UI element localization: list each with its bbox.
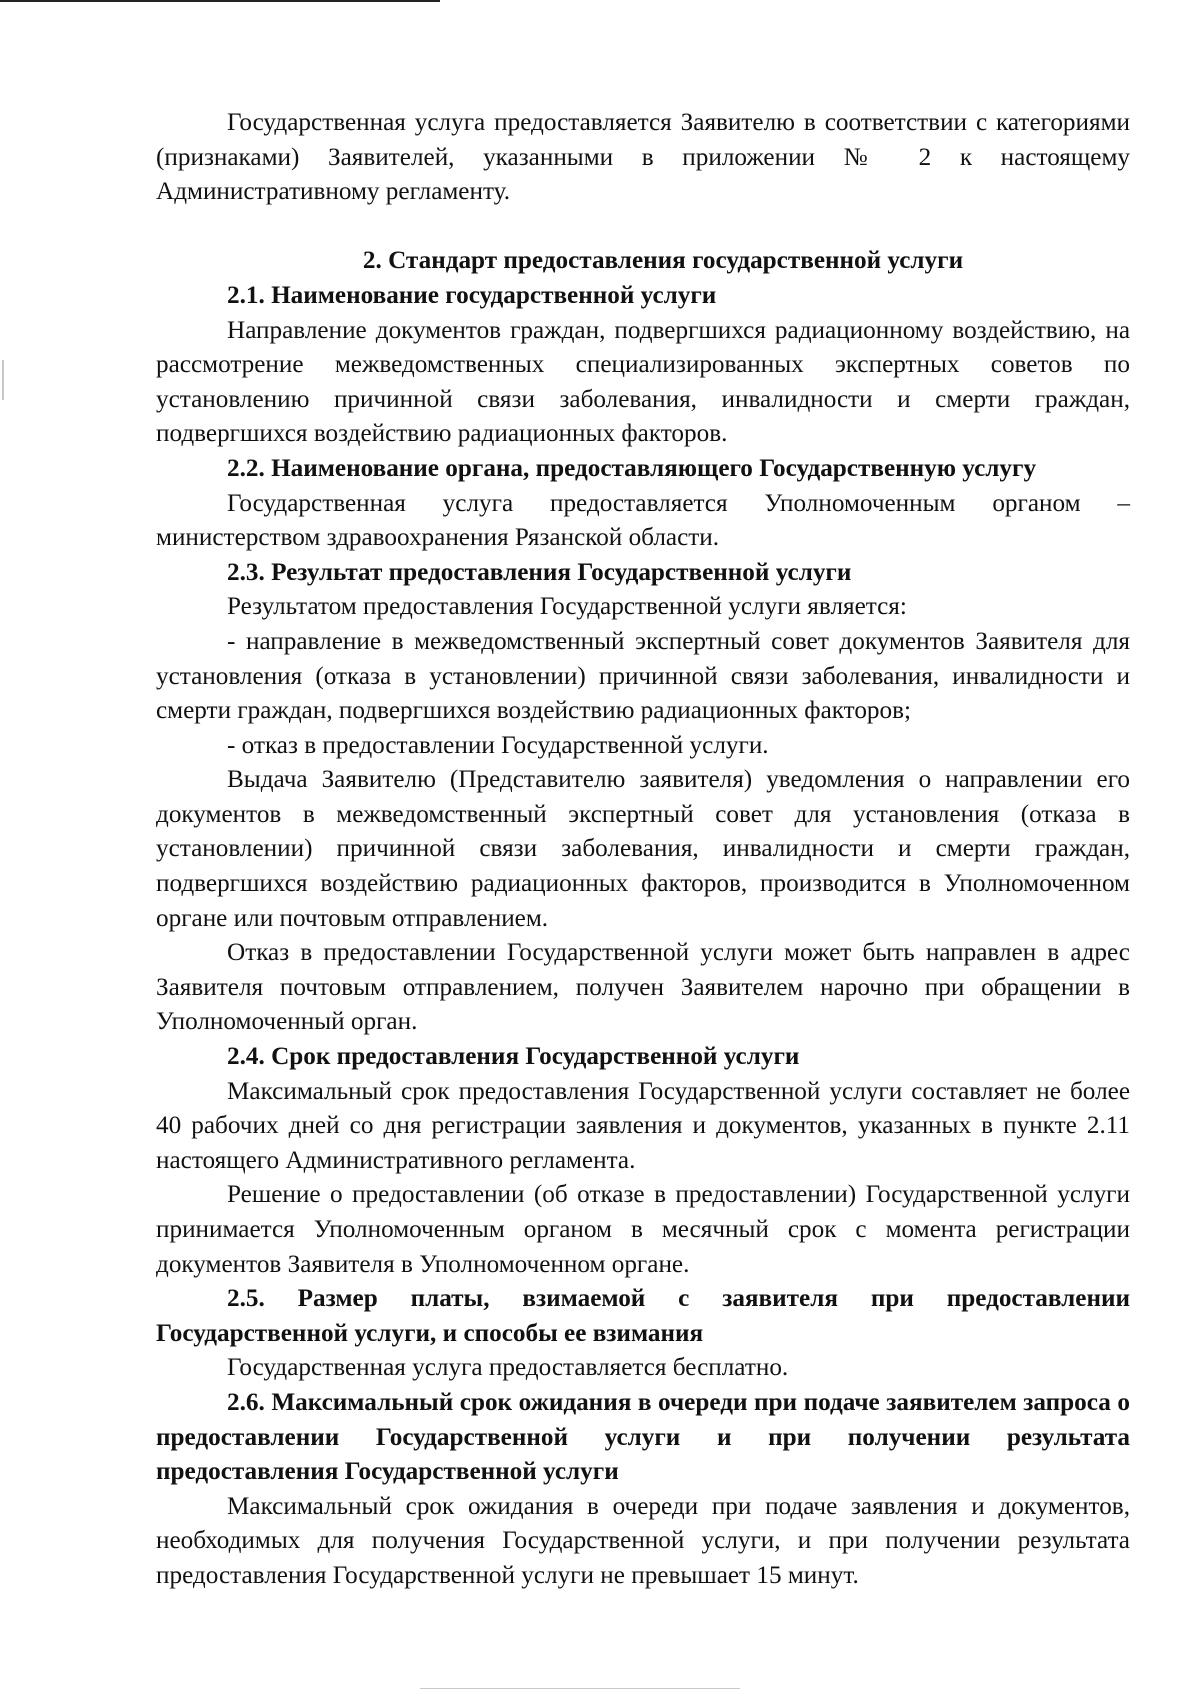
paragraph-2-3-intro: Результатом предоставления Государственной услуги является:: [227, 593, 907, 621]
scan-mark-left: [2, 360, 4, 400]
heading-2-1: 2.1. Наименование государственной услуги: [227, 281, 717, 309]
document-body: [156, 106, 1130, 1594]
heading-2-6: 2.6. Максимальный срок ожидания в очереди при подаче заявителем запроса о предоставлении Государственной услуги и при получении результата предоставления Государственной услуги: [156, 1388, 1130, 1486]
list-item-2-3-2: - отказ в предоставлении Государственной услуги.: [227, 731, 769, 759]
section-title: 2. Стандарт предоставления государственной услуги: [362, 247, 964, 275]
heading-2-2: 2.2. Наименование органа, предоставляющего Государственную услугу: [227, 454, 1037, 482]
intro-paragraph: Государственная услуга предоставляется Заявителю в соответствии с категориями (признаками) Заявителей, указанными в приложении № 2 к настоящему Административному регламенту.: [156, 109, 1130, 206]
paragraph-2-6: Максимальный срок ожидания в очереди при подаче заявления и документов, необходимых для получения Государственной услуги, и при получении результата предоставления Государственной услуги не превышает 15 минут.: [156, 1492, 1130, 1589]
paragraph-2-3-refusal: Отказ в предоставлении Государственной услуги может быть направлен в адрес Заявителя почтовым отправлением, получен Заявителем нарочно при обращении в Уполномоченный орган.: [156, 939, 1130, 1036]
paragraph-2-3-notice: Выдача Заявителю (Представителю заявителя) уведомления о направлении его документов в межведомственный экспертный совет для установления (отказа в установлении) причинной связи заболевания, инвалидности и смерти граждан, подвергшихся воздействию радиационных факторов, производится в Уполномоченном органе или почтовым отправлением.: [156, 766, 1130, 932]
heading-2-4: 2.4. Срок предоставления Государственной услуги: [227, 1043, 800, 1071]
list-item-2-3-1: - направление в межведомственный экспертный совет документов Заявителя для установления (отказа в установлении) причинной связи заболевания, инвалидности и смерти граждан, подвергшихся воздействию радиационных факторов;: [156, 627, 1130, 725]
scan-mark-bottom: [420, 1688, 740, 1689]
paragraph-2-4-term: Максимальный срок предоставления Государственной услуги составляет не более 40 рабочих дней со дня регистрации заявления и документов, указанных в пункте 2.11 настоящего Административного регламента.: [156, 1077, 1130, 1174]
paragraph-2-2: Государственная услуга предоставляется Уполномоченным органом – министерством здравоохранения Рязанской области.: [156, 489, 1130, 552]
paragraph-2-1: Направление документов граждан, подвергшихся радиационному воздействию, на рассмотрение межведомственных специализированных экспертных советов по установлению причинной связи заболевания, инвалидности и смерти граждан, подвергшихся воздействию радиационных факторов.: [156, 316, 1130, 448]
paragraph-2-5: Государственная услуга предоставляется бесплатно.: [227, 1354, 789, 1382]
top-rule: [0, 0, 440, 2]
heading-2-5: 2.5. Размер платы, взимаемой с заявителя при предоставлении Государственной услуги, и способы ее взимания: [156, 1285, 1130, 1347]
heading-2-3: 2.3. Результат предоставления Государственной услуги: [227, 558, 852, 586]
paragraph-2-4-decision: Решение о предоставлении (об отказе в предоставлении) Государственной услуги принимается Уполномоченным органом в месячный срок с момента регистрации документов Заявителя в Уполномоченном органе.: [156, 1181, 1130, 1278]
